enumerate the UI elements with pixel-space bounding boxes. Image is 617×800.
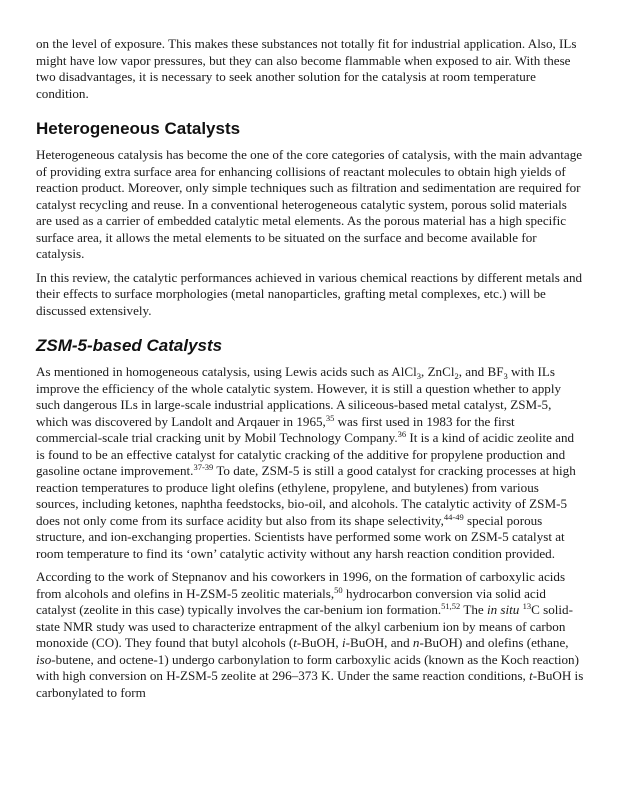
text-span: -BuOH, [296, 635, 342, 650]
zsm5-paragraph-2 [36, 569, 584, 701]
text-span: , and BF [458, 364, 504, 379]
text-span: -butene, and octene-1) undergo carbonylation to form carboxylic acids (known as the Koch reaction) with high conversion on H-ZSM-5 zeolite at 296–373 K. Under the same reaction conditions, [36, 651, 579, 683]
subscript: 3 [503, 371, 508, 381]
citation-ref: 37-39 [193, 462, 214, 472]
citation-ref: 51,52 [441, 601, 461, 611]
italic-text: n [412, 635, 420, 650]
text-span: According to the work of Stepnanov and his coworkers in 1996, on the formation of carboxylic acids from alcohols and olefins in H-ZSM-5 zeolitic materials, [36, 569, 566, 601]
text-span: special porous structure, and ion-exchanging properties. Scientists have performed some work on ZSM-5 catalyst at room temperature to find its ‘own’ catalytic activity without any harsh reaction condition provided. [36, 512, 565, 561]
text-span: The [460, 602, 487, 617]
zsm5-paragraph-1 [36, 364, 584, 562]
text-span: -BuOH is carbonylated to form [36, 668, 584, 700]
text-span: To date, ZSM-5 is still a good catalyst for cracking processes at high reaction temperatures to produce light olefins (ethylene, propylene, and butylenes) from various sources, including ketones, naphtha feedstocks, bio-oil, and alcohols. The catalytic activity of ZSM-5 does not only come from its surface acidity but also from its shape selectivity, [36, 463, 576, 528]
citation-ref: 44-49 [443, 511, 464, 522]
subscript: 2 [454, 371, 459, 381]
isotope-superscript: 13 [522, 601, 532, 611]
heterogeneous-catalysts-heading: Heterogeneous Catalysts [36, 119, 241, 138]
text-span: was first used in 1983 for the first commercial-scale trial cracking unit by Mobil Technology Company. [36, 413, 515, 445]
zsm5-catalysts-heading: ZSM-5-based Catalysts [36, 336, 223, 355]
subscript: 3 [416, 371, 422, 381]
italic-text: t [293, 635, 297, 650]
text-span: C solid-state NMR study was used to characterize entrapment of the alkyl carbenium ion by means of carbon monoxide (CO). They found that butyl alcohols ( [36, 602, 573, 650]
text-span: As mentioned in homogeneous catalysis, using Lewis acids such as AlCl [36, 364, 417, 379]
text-span: -BuOH) and olefins (ethane, [419, 635, 569, 650]
italic-text: t [529, 668, 533, 683]
italic-text: i [341, 635, 346, 650]
text-span: -BuOH, and [345, 635, 413, 650]
citation-ref: 50 [334, 584, 343, 595]
document-page [36, 36, 584, 708]
heterogeneous-paragraph-2: In this review, the catalytic performances achieved in various chemical reactions by different metals and their effects to surface morphologies (metal nanoparticles, grafting metal complexes, etc.) will be discussed extensively. [36, 269, 583, 318]
text-span: with ILs improve the efficiency of the whole catalytic system. However, it is still a question whether to apply such dangerous ILs in large-scale industrial applications. A siliceous-based metal catalyst, ZSM-5, which was discovered by Landolt and Arqauer in 1965, [36, 364, 562, 429]
heterogeneous-paragraph-1: Heterogeneous catalysis has become the one of the core categories of catalysis, with the main advantage of providing extra surface area for enhancing collisions of reactant molecules to obtain high yields of reaction product. Moreover, only simple techniques such as filtration and sedimentation are required for catalyst recycling and reuse. In a conventional heterogeneous catalytic system, porous solid materials are used as a carrier of embedded catalytic metal elements. As the porous material has a high specific surface area, it allows the metal elements to be situated on the surface and become available for catalysis. [36, 147, 583, 261]
italic-text: in situ [486, 602, 520, 617]
italic-text: iso [36, 651, 52, 667]
citation-ref: 36 [397, 429, 407, 439]
intro-paragraph: on the level of exposure. This makes these substances not totally fit for industrial application. Also, ILs might have low vapor pressures, but they can also become flammable when exposed to air. With these two disadvantages, it is necessary to seek another solution for the catalysis at room temperature condition. [36, 36, 577, 101]
citation-ref: 35 [325, 412, 335, 423]
text-span: , ZnCl [421, 364, 455, 379]
text-span: It is a kind of acidic zeolite and is found to be an effective catalyst for catalytic cracking of the additive for propylene production and gasoline octane improvement. [36, 430, 575, 478]
text-span: hydrocarbon conversion via solid acid catalyst (zeolite in this case) typically involves the car-benium ion formation. [36, 585, 546, 617]
